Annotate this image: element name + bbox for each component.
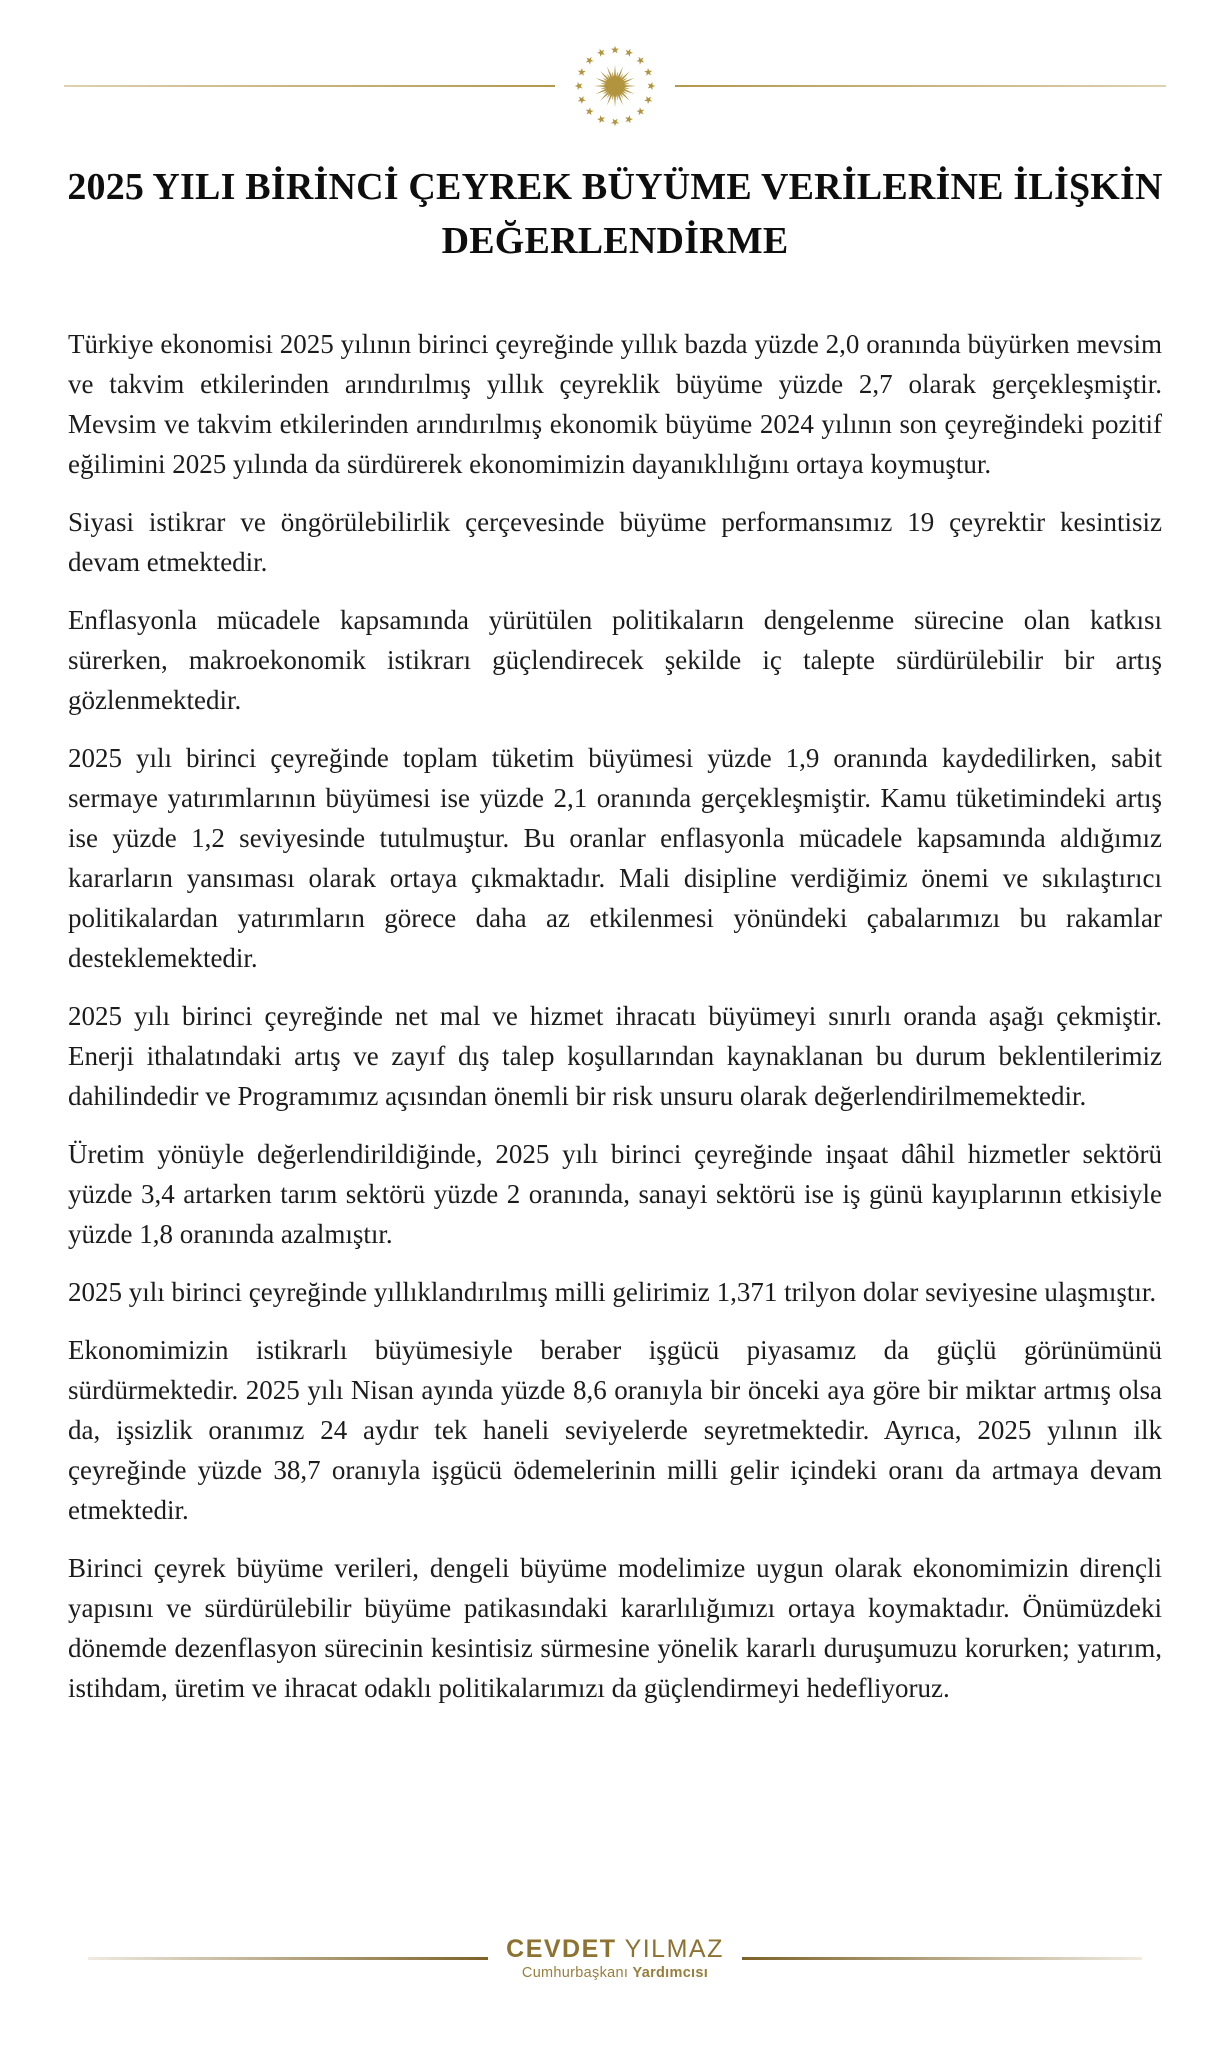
signature-footer bbox=[88, 1936, 1142, 1981]
document-body bbox=[68, 324, 1162, 1708]
seal-header bbox=[64, 0, 1166, 130]
turkish-presidency-seal-icon bbox=[571, 42, 659, 130]
paragraph: 2025 yılı birinci çeyreğinde toplam tüketim büyümesi yüzde 1,9 oranında kaydedilirken, sabit sermaye yatırımlarının büyümesi ise yüzde 2,1 oranında gerçekleşmiştir. Kamu tüketimindeki artış ise yüzde 1,2 seviyesinde tutulmuştur. Bu oranlar enflasyonla mücadele kapsamında aldığımız kararların yansıması olarak ortaya çıkmaktadır. Mali disipline verdiğimiz önemi ve sıkılaştırıcı politikalardan yatırımların görece daha az etkilenmesi yönündeki çabalarımızı bu rakamlar desteklemektedir. bbox=[68, 743, 1162, 973]
page-title-line1: 2025 YILI BİRİNCİ ÇEYREK BÜYÜME VERİLERİNE İLİŞKİN bbox=[67, 166, 1163, 208]
signature-name bbox=[506, 1936, 724, 1962]
header-rule-left bbox=[64, 85, 555, 87]
paragraph: Üretim yönüyle değerlendirildiğinde, 2025 yılı birinci çeyreğinde inşaat dâhil hizmetler sektörü yüzde 3,4 artarken tarım sektörü yüzde 2 oranında, sanayi sektörü ise iş günü kayıplarının etkisiyle yüzde 1,8 oranında azalmıştır. bbox=[68, 1139, 1162, 1249]
signature-title bbox=[506, 1965, 724, 1981]
paragraph: Ekonomimizin istikrarlı büyümesiyle beraber işgücü piyasamız da güçlü görünümünü sürdürmektedir. 2025 yılı Nisan ayında yüzde 8,6 oranıyla bir önceki aya göre bir miktar artmış olsa da, işsizlik oranımız 24 aydır tek haneli seviyelerde seyretmektedir. Ayrıca, 2025 yılının ilk çeyreğinde yüzde 38,7 oranıyla işgücü ödemelerinin milli gelir içindeki oranı da artmaya devam etmektedir. bbox=[68, 1335, 1162, 1525]
paragraph: Siyasi istikrar ve öngörülebilirlik çerçevesinde büyüme performansımız 19 çeyrektir kesintisiz devam etmektedir. bbox=[68, 507, 1162, 577]
paragraph: Enflasyonla mücadele kapsamında yürütülen politikaların dengelenme sürecine olan katkısı sürerken, makroekonomik istikrarı güçlendirecek şekilde iç talepte sürdürülebilir bir artış gözlenmektedir. bbox=[68, 605, 1162, 715]
paragraph: Birinci çeyrek büyüme verileri, dengeli büyüme modelimize uygun olarak ekonomimizin dirençli yapısını ve sürdürülebilir büyüme patikasındaki kararlılığımızı ortaya koymaktadır. Önümüzdeki dönemde dezenflasyon sürecinin kesintisiz sürmesine yönelik kararlı duruşumuzu korurken; yatırım, istihdam, üretim ve ihracat odaklı politikalarımızı da güçlendirmeyi hedefliyoruz. bbox=[68, 1553, 1162, 1703]
footer-rule-right bbox=[742, 1957, 1142, 1960]
signature-title-regular: Cumhurbaşkanı bbox=[521, 1965, 629, 1981]
signature-name-last: YILMAZ bbox=[624, 1935, 724, 1963]
paragraph: Türkiye ekonomisi 2025 yılının birinci çeyreğinde yıllık bazda yüzde 2,0 oranında büyürken mevsim ve takvim etkilerinden arındırılmış yıllık çeyreklik büyüme yüzde 2,7 olarak gerçekleşmiştir. Mevsim ve takvim etkilerinden arındırılmış ekonomik büyüme 2024 yılının son çeyreğindeki pozitif eğilimini 2025 yılında da sürdürerek ekonomimizin dayanıklılığını ortaya koymuştur. bbox=[68, 329, 1162, 479]
paragraph: 2025 yılı birinci çeyreğinde yıllıklandırılmış milli gelirimiz 1,371 trilyon dolar seviyesine ulaşmıştır. bbox=[68, 1277, 1157, 1307]
footer-rule-left bbox=[88, 1957, 488, 1960]
signature-title-bold: Yardımcısı bbox=[632, 1965, 709, 1981]
page-title-line2: DEĞERLENDİRME bbox=[441, 220, 789, 262]
header-rule-right bbox=[675, 85, 1166, 87]
signature-block bbox=[506, 1936, 724, 1981]
signature-name-first: CEVDET bbox=[506, 1935, 617, 1963]
paragraph: 2025 yılı birinci çeyreğinde net mal ve hizmet ihracatı büyümeyi sınırlı oranda aşağı çekmiştir. Enerji ithalatındaki artış ve zayıf dış talep koşullarından kaynaklanan bu durum beklentilerimiz dahilindedir ve Programımız açısından önemli bir risk unsuru olarak değerlendirilmemektedir. bbox=[68, 1001, 1162, 1111]
page-title bbox=[40, 160, 1190, 268]
